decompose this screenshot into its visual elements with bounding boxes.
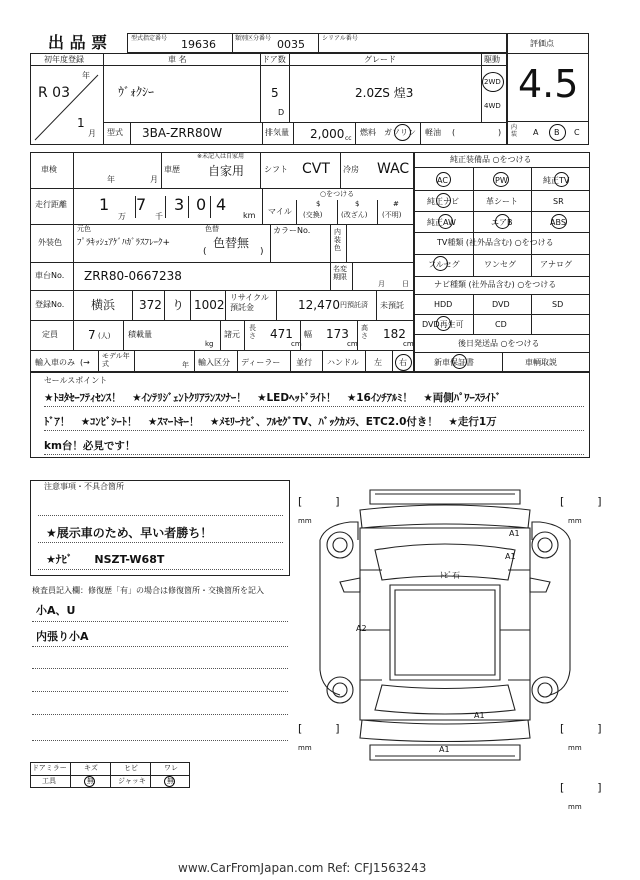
equip-pw: PW bbox=[495, 176, 508, 185]
car-name: ｳﾞｫｸｼｰ bbox=[118, 85, 155, 99]
interior-c: C bbox=[574, 128, 580, 137]
equip-ac: AC bbox=[437, 176, 448, 185]
height-unit: cm bbox=[403, 340, 414, 348]
legend-tools: 工具 bbox=[42, 777, 56, 785]
color-paren-open: ( bbox=[203, 247, 207, 257]
mileage-digit-3: 3 bbox=[174, 195, 185, 214]
first-reg-label: 初年度登録 bbox=[44, 55, 84, 64]
usage-label: 車歴 bbox=[164, 165, 180, 174]
inspector-label: 検査員記入欄：修復歴「有」の場合は修復箇所・交換箇所を記入 bbox=[32, 586, 264, 595]
navi-dvd-play-circle bbox=[436, 316, 451, 331]
tire-mm-rl: mm bbox=[298, 744, 312, 752]
reg-label: 登録No. bbox=[35, 300, 65, 309]
equip-airbag-circle bbox=[495, 214, 510, 229]
later-items-label: 後日発送品 ○をつける bbox=[458, 339, 540, 348]
later-warranty-circle bbox=[452, 354, 467, 369]
equip-ac-circle bbox=[436, 172, 451, 187]
mileage-label: 走行距離 bbox=[35, 200, 67, 209]
handle-label: ハンドル bbox=[327, 358, 359, 367]
doors-value: 5 bbox=[271, 86, 279, 100]
shaken-month: 月 bbox=[150, 175, 158, 184]
shift-label: シフト bbox=[264, 165, 288, 174]
drive-label: 駆動 bbox=[484, 55, 500, 64]
exterior-color-label: 外装色 bbox=[38, 238, 62, 247]
tv-fullseg-circle bbox=[433, 256, 448, 271]
ac-value: WAC bbox=[377, 161, 410, 177]
drive-2wd: 2WD bbox=[484, 78, 501, 86]
navi-dvd: DVD bbox=[492, 300, 510, 309]
score-value: 4.5 bbox=[518, 62, 579, 106]
load-label: 積載量 bbox=[128, 330, 152, 339]
first-reg-year-label: 年 bbox=[82, 71, 90, 80]
notes-line-2: ★ﾅﾋﾞ NSZT-W68T bbox=[46, 553, 165, 566]
legend-jack-value: 無 bbox=[167, 777, 174, 785]
fuel-value: ガソリン bbox=[384, 128, 416, 137]
mileage-digit-5: 4 bbox=[216, 195, 227, 214]
damage-mark-3: A2 bbox=[356, 624, 367, 633]
navi-type-label: ナビ種類 (社外品含む) ○をつける bbox=[434, 280, 557, 289]
displacement-unit: cc bbox=[345, 135, 352, 142]
width-label: 幅 bbox=[304, 330, 312, 339]
capacity-value: 7 bbox=[88, 328, 96, 342]
name-change-day: 日 bbox=[402, 280, 409, 288]
equip-leather: 革シート bbox=[486, 197, 518, 206]
tire-bracket-rr: [ ] bbox=[560, 722, 602, 735]
fuel-label: 燃料 bbox=[360, 128, 376, 137]
mileage-digit-4: 0 bbox=[196, 195, 207, 214]
equip-abs: ABS bbox=[550, 218, 566, 227]
chassis-label: 車台No. bbox=[35, 271, 65, 280]
handle-left: 左 bbox=[374, 358, 382, 367]
equip-aw: 純正AW bbox=[427, 218, 456, 227]
tire-mm-fl: mm bbox=[298, 517, 312, 525]
car-damage-diagram bbox=[300, 470, 590, 820]
inspector-line-1: 小A、U bbox=[36, 604, 76, 617]
reg-area: 横浜 bbox=[91, 298, 116, 312]
footer-watermark: www.CarFromJapan.com Ref: CFJ1563243 bbox=[178, 861, 427, 875]
handle-right-circle bbox=[395, 354, 412, 371]
mileage-digit-1: 1 bbox=[99, 195, 110, 214]
tire-bracket-fl: [ ] bbox=[298, 495, 340, 508]
navi-hdd: HDD bbox=[434, 300, 453, 309]
model-year-unit: 年 bbox=[182, 361, 189, 369]
equip-aw-circle bbox=[438, 214, 453, 229]
model-code-label: 型式指定番号 bbox=[131, 35, 168, 42]
damage-mark-5: A1 bbox=[474, 711, 485, 720]
sales-line-2: ﾄﾞｱ！ ★ｺﾝﾋﾞｼｰﾄ！ ★ｽﾏｰﾄｷｰ！ ★ﾒﾓﾘｰﾅﾋﾞ、ﾌﾙｾｸﾞTV、ﾊﾞｯｸｶﾒﾗ、ETC2.0付き！ ★走行1万 bbox=[44, 416, 497, 428]
shaken-label: 車検 bbox=[41, 165, 57, 174]
drive-2wd-circle bbox=[482, 72, 504, 92]
equip-tv-circle bbox=[554, 172, 569, 187]
mileage-digit-2: 7 bbox=[136, 195, 147, 214]
name-change-month: 月 bbox=[378, 280, 385, 288]
legend-jack-circle bbox=[164, 776, 175, 787]
chassis-value: ZRR80-0667238 bbox=[84, 269, 182, 283]
doors-label: ドア数 bbox=[262, 55, 286, 64]
navi-cd: CD bbox=[495, 320, 507, 329]
later-warranty: 新車保証書 bbox=[434, 358, 474, 367]
mile-label: マイル bbox=[268, 207, 292, 216]
recycle-yen: 円預託済 bbox=[340, 301, 368, 309]
legend-tools-value: 無 bbox=[87, 777, 94, 785]
car-name-label: 車 名 bbox=[168, 55, 187, 64]
model-year-label: モデル年式 bbox=[102, 352, 130, 368]
recycle-label: リサイクル預託金 bbox=[230, 293, 269, 312]
equip-navi: 純正ナビ bbox=[427, 197, 459, 206]
height-label: 高さ bbox=[361, 324, 368, 340]
usage-note: ※未記入は自家用 bbox=[197, 153, 245, 160]
drive-4wd: 4WD bbox=[484, 102, 501, 110]
length-value: 471 bbox=[270, 327, 293, 341]
unknown-text: (不明) bbox=[382, 211, 402, 219]
recycle-unpaid: 未預託 bbox=[380, 301, 404, 310]
color-change-label: 色替 bbox=[205, 225, 219, 233]
tire-bracket-fr: [ ] bbox=[560, 495, 602, 508]
serial-label: シリアル番号 bbox=[322, 35, 358, 42]
class-code-label: 類別区分番号 bbox=[235, 35, 272, 42]
recycle-amount: 12,470 bbox=[298, 298, 340, 312]
type-label: 型式 bbox=[107, 128, 123, 137]
first-reg-year: R 03 bbox=[38, 85, 70, 101]
inspector-line-2: 内張り小A bbox=[36, 630, 89, 643]
tire-mm-spare: mm bbox=[568, 803, 582, 811]
light-oil-label: 軽油 bbox=[425, 128, 441, 137]
notes-label: 注意事項・不具合箇所 bbox=[44, 482, 124, 491]
tv-type-label: TV種類 (社外品含む) ○をつける bbox=[437, 238, 554, 247]
import-arrow: (→ bbox=[80, 358, 90, 367]
legend-hibi: ヒビ bbox=[124, 764, 138, 772]
tv-oneseg: ワンセグ bbox=[484, 260, 516, 269]
tire-mm-rr: mm bbox=[568, 744, 582, 752]
genuine-equipment-label: 純正装備品 ○をつける bbox=[450, 155, 532, 164]
sales-points-label: セールスポイント bbox=[44, 376, 108, 385]
mileage-circle-note: ○をつける bbox=[320, 190, 355, 198]
equip-tv: 純正TV bbox=[543, 176, 570, 185]
color-no-label: カラーNo. bbox=[273, 226, 311, 235]
equip-abs-circle bbox=[551, 214, 567, 229]
equip-sr: SR bbox=[553, 197, 564, 206]
damage-mark-6: A1 bbox=[439, 745, 450, 754]
name-change-label: 名変期限 bbox=[333, 265, 347, 281]
first-reg-month-label: 月 bbox=[88, 129, 96, 138]
tire-mm-fr: mm bbox=[568, 517, 582, 525]
later-manual: 車輌取説 bbox=[525, 358, 557, 367]
displacement-value: 2,000 bbox=[310, 127, 345, 141]
exterior-color-value: ﾌﾟﾗｷｯｼｭｱｹﾞﾊｶﾞﾗｽﾌﾚｰｸ+ bbox=[77, 238, 171, 248]
tv-analog: アナログ bbox=[540, 260, 572, 269]
score-label: 評価点 bbox=[530, 39, 554, 48]
tamper-symbol: $ bbox=[355, 200, 360, 208]
interior-label: 内装 bbox=[511, 124, 518, 138]
capacity-unit: (人) bbox=[98, 332, 111, 340]
color-change-value: 色替無 bbox=[213, 236, 250, 250]
first-reg-month: 1 bbox=[77, 116, 85, 130]
capacity-label: 定員 bbox=[42, 330, 58, 339]
import-label: 輸入車のみ bbox=[35, 358, 75, 367]
page-title: 出 品 票 bbox=[48, 33, 108, 52]
length-label: 長さ bbox=[249, 324, 256, 340]
legend-tools-circle bbox=[84, 776, 95, 787]
reg-class: 372 bbox=[139, 298, 162, 312]
load-unit: kg bbox=[205, 340, 214, 348]
original-color-label: 元色 bbox=[77, 225, 91, 233]
interior-a: A bbox=[533, 128, 539, 137]
mileage-man: 万 bbox=[118, 212, 126, 221]
mileage-unit: km bbox=[243, 211, 256, 220]
dims-label: 諸元 bbox=[224, 330, 240, 339]
equip-navi-circle bbox=[436, 193, 451, 208]
legend-mirror: ドアミラー bbox=[32, 764, 67, 772]
damage-mark-2: A1 bbox=[505, 552, 516, 561]
tamper-text: (改ざん) bbox=[341, 211, 368, 219]
reg-kana: り bbox=[172, 298, 185, 312]
sales-line-3: km台！必見です！ bbox=[44, 440, 136, 452]
grade-value: 2.0ZS 煌3 bbox=[355, 86, 414, 100]
legend-jack: ジャッキ bbox=[118, 777, 146, 785]
tv-fullseg: フルセグ bbox=[428, 260, 460, 269]
navi-dvd-play: DVD再生可 bbox=[422, 320, 464, 329]
shift-value: CVT bbox=[302, 161, 330, 177]
legend-kizu: キズ bbox=[84, 764, 98, 772]
mileage-sen: 千 bbox=[155, 212, 163, 221]
tire-bracket-spare: [ ] bbox=[560, 781, 602, 794]
interior-color-label: 内装色 bbox=[334, 228, 341, 252]
length-unit: cm bbox=[291, 340, 302, 348]
swap-symbol: $ bbox=[316, 200, 321, 208]
fuel-circle bbox=[394, 124, 411, 141]
handle-right: 右 bbox=[399, 358, 407, 367]
shaken-year: 年 bbox=[107, 175, 115, 184]
displacement-label: 排気量 bbox=[265, 128, 289, 137]
import-parallel: 並行 bbox=[296, 358, 312, 367]
interior-b: B bbox=[554, 128, 560, 137]
ac-label: 冷房 bbox=[343, 165, 359, 174]
door-type: D bbox=[278, 108, 285, 117]
notes-line-1: ★展示車のため、早い者勝ち！ bbox=[46, 526, 213, 540]
import-dealer: ディーラー bbox=[241, 358, 281, 367]
tire-bracket-rl: [ ] bbox=[298, 722, 340, 735]
damage-mark-1: A1 bbox=[509, 529, 520, 538]
equip-airbag: エアB bbox=[491, 218, 513, 227]
color-paren-close: ) bbox=[260, 247, 264, 257]
usage-value: 自家用 bbox=[208, 164, 245, 178]
import-class-label: 輸入区分 bbox=[198, 358, 230, 367]
sales-line-1: ★ﾄﾖﾀｾｰﾌﾃｨｾﾝｽ！ ★ｲﾝﾃﾘｼﾞｪﾝﾄｸﾘｱﾗﾝｽｿﾅｰ！ ★LEDﾍｯﾄﾞﾗｲﾄ！ ★16ｲﾝﾁｱﾙﾐ！ ★両側ﾊﾟﾜｰｽﾗｲﾄﾞ bbox=[44, 392, 502, 404]
grade-label: グレード bbox=[364, 55, 396, 64]
width-value: 173 bbox=[326, 327, 349, 341]
unknown-symbol: # bbox=[393, 200, 399, 208]
reg-number: 1002 bbox=[194, 298, 225, 312]
legend-ware: ワレ bbox=[164, 764, 178, 772]
swap-text: (交換) bbox=[303, 211, 323, 219]
interior-b-circle bbox=[549, 124, 566, 141]
equip-pw-circle bbox=[493, 172, 509, 187]
height-value: 182 bbox=[383, 327, 406, 341]
width-unit: cm bbox=[347, 340, 358, 348]
damage-mark-4: ﾄﾋﾞ石 bbox=[440, 571, 460, 580]
type-value: 3BA-ZRR80W bbox=[142, 126, 223, 140]
model-code: 19636 bbox=[181, 38, 216, 51]
class-code: 0035 bbox=[277, 38, 305, 51]
navi-sd: SD bbox=[552, 300, 564, 309]
